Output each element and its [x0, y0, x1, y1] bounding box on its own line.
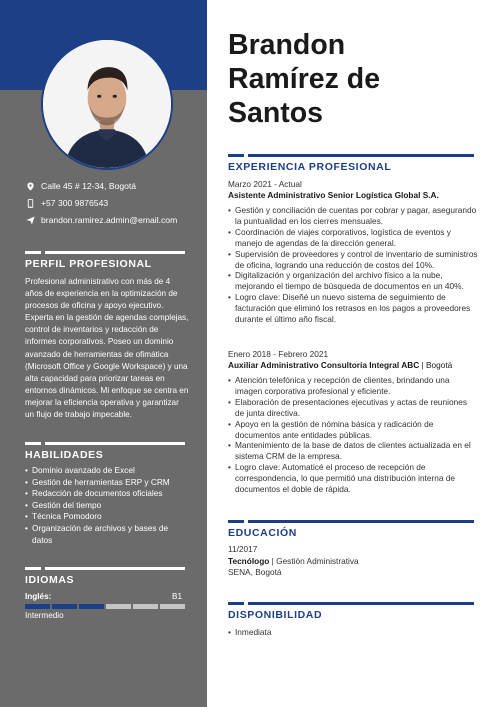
email-text[interactable]: brandon.ramirez.admin@email.com — [41, 215, 178, 225]
skill-item: • Dominio avanzado de Excel — [25, 465, 185, 477]
section-divider — [228, 520, 474, 523]
sidebar — [0, 0, 207, 707]
location-pin-icon — [25, 181, 35, 191]
education-entry — [228, 544, 478, 579]
job-entry — [228, 349, 478, 495]
job-bullet: • Apoyo en la gestión de nómina básica y radicación de documentos ante entidades públicas. — [228, 419, 478, 441]
phone-icon — [25, 198, 35, 208]
job-date: Enero 2018 - Febrero 2021 — [228, 349, 329, 359]
job-bullet: • Gestión y conciliación de cuentas por cobrar y pagar, asegurando la puntualidad en los cierres mensuales. — [228, 205, 478, 227]
job-bullet: • Supervisión de proveedores y control de inventario de suministros de oficina, logrando una reducción de costos del 10%. — [228, 249, 478, 271]
job-date: Marzo 2021 - Actual — [228, 179, 302, 189]
skills-list — [25, 465, 185, 546]
skill-item: • Organización de archivos y bases de datos — [25, 523, 185, 546]
language-level-segment — [25, 604, 50, 609]
section-divider — [25, 251, 185, 254]
section-divider — [25, 567, 185, 570]
job-bullet: • Digitalización y organización del archivo físico a la nube, mejorando el tiempo de búsqueda de documentos en un 40%. — [228, 270, 478, 292]
education-field: Gestión Administrativa — [276, 555, 359, 566]
education-institution: SENA, Bogotá — [228, 567, 282, 577]
skill-item: • Redacción de documentos oficiales — [25, 488, 185, 500]
language-level-segment — [79, 604, 104, 609]
contact-address — [25, 181, 200, 191]
contact-email — [25, 215, 200, 225]
contact-phone — [25, 198, 200, 208]
profile-photo — [41, 38, 173, 170]
section-divider — [228, 154, 474, 157]
job-entry — [228, 179, 478, 325]
job-bullet: • Coordinación de viajes corporativos, logística de eventos y manejo de agendas de la dirección general. — [228, 227, 478, 249]
education-date: 11/2017 — [228, 544, 258, 554]
job-company: Logística Global S.A. — [355, 190, 439, 200]
name-line: Ramírez de — [228, 63, 381, 95]
job-title: Auxiliar Administrativo — [228, 360, 319, 370]
language-name: Inglés: — [25, 592, 52, 601]
language-level-bar — [25, 604, 185, 609]
job-bullet: • Atención telefónica y recepción de clientes, brindando una imagen corporativa profesional y eficiente. — [228, 375, 478, 397]
section-divider — [228, 602, 474, 605]
profile-summary: Profesional administrativo con más de 4 años de experiencia en la optimización de procesos de oficina y apoyo ejecutivo. Experta en la gestión de agendas complejas, control de inventarios y redacción de informes corporativos. Poseo un dominio avanzado de herramientas de ofimática (Microsoft Office y Google Workspace) y una alta capacidad para priorizar tareas en entornos dinámicos. Mi enfoque se centra en mejorar la eficiencia operativa y garantizar un flujo de trabajo impecable. — [25, 277, 189, 420]
experience-heading: EXPERIENCIA PROFESIONAL — [228, 161, 392, 173]
profile-heading: PERFIL PROFESIONAL — [25, 258, 152, 270]
send-icon — [25, 215, 35, 225]
education-heading: EDUCACIÓN — [228, 527, 297, 539]
job-bullet: • Logro clave: Automaticé el proceso de recepción de correspondencia, lo que permitió una distribución interna de documentos el doble de rápida. — [228, 462, 478, 495]
skill-item: • Gestión de herramientas ERP y CRM — [25, 477, 185, 489]
job-bullets — [228, 375, 478, 495]
address-text: Calle 45 # 12-34, Bogotá — [41, 181, 137, 191]
job-role — [228, 190, 478, 201]
education-separator: | — [271, 555, 274, 566]
candidate-name — [228, 28, 488, 130]
skills-heading: HABILIDADES — [25, 449, 104, 461]
job-bullet: • Logro clave: Diseñé un nuevo sistema de seguimiento de facturación que eliminó los retrasos en los pagos a proveedores durante el último año fiscal. — [228, 292, 478, 325]
job-bullet: • Mantenimiento de la base de datos de clientes actualizada en el sistema CRM de la empresa. — [228, 440, 478, 462]
job-title: Asistente Administrativo Senior — [228, 190, 354, 200]
job-bullet: • Elaboración de presentaciones ejecutivas y actas de reuniones de junta directiva. — [228, 397, 478, 419]
languages-heading: IDIOMAS — [25, 574, 75, 586]
person-avatar-icon — [43, 40, 171, 168]
name-line: Santos — [228, 97, 324, 129]
education-degree-line — [228, 556, 478, 568]
availability-heading: DISPONIBILIDAD — [228, 609, 323, 621]
language-level-segment — [52, 604, 77, 609]
job-bullets — [228, 205, 478, 325]
section-divider — [25, 442, 185, 445]
job-role: Auxiliar Administrativo Consultoría Integral ABC | Bogotá — [228, 360, 453, 370]
language-description: Intermedio — [25, 611, 64, 620]
language-level-segment — [106, 604, 131, 609]
language-level-segment — [160, 604, 185, 609]
job-location: Bogotá — [425, 360, 453, 370]
skill-item: • Técnica Pomodoro — [25, 511, 185, 523]
skill-item: • Gestión del tiempo — [25, 500, 185, 512]
language-level: B1 — [172, 592, 183, 601]
availability-value: • Inmediata — [228, 627, 271, 637]
language-level-segment — [133, 604, 158, 609]
name-line: Brandon — [228, 29, 346, 61]
job-company: Consultoría Integral ABC — [320, 360, 420, 370]
phone-text: +57 300 9876543 — [41, 198, 109, 208]
education-degree: Tecnólogo — [228, 555, 270, 566]
